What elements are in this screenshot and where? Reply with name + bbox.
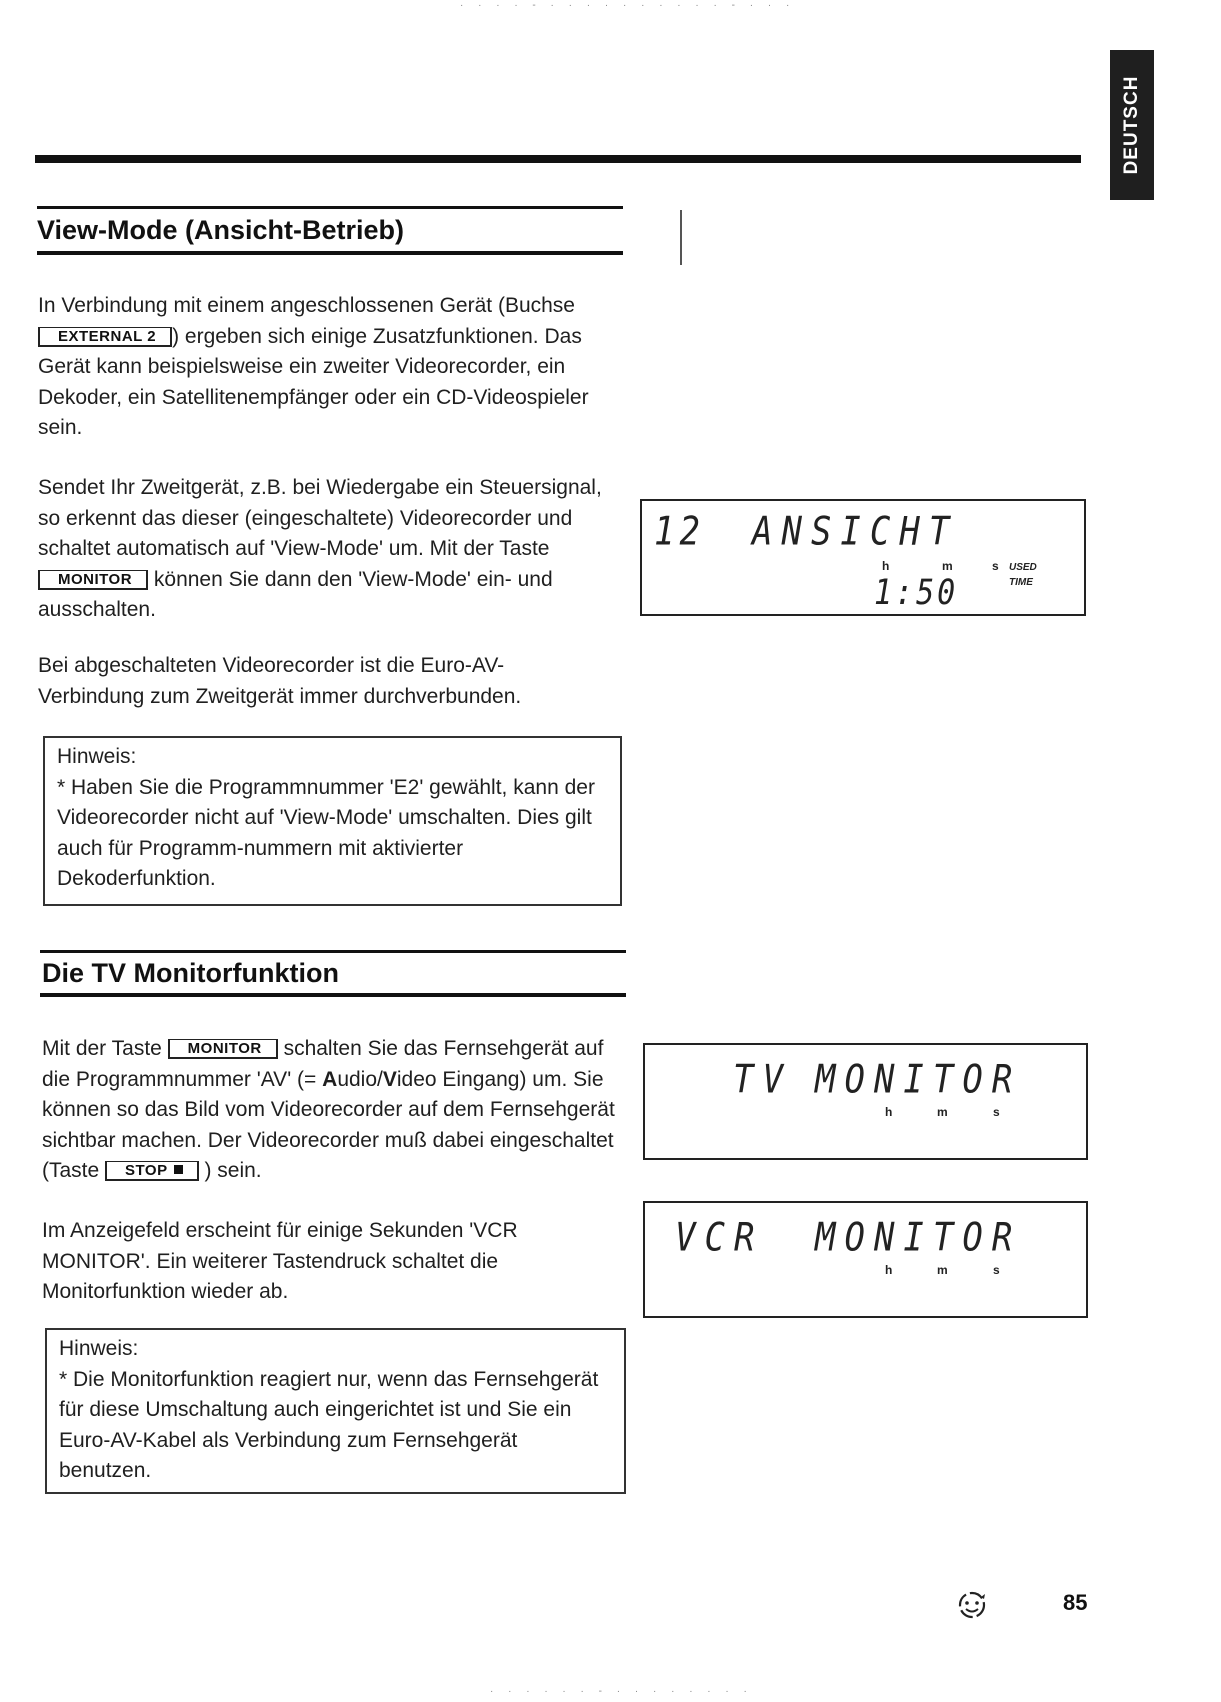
section1-paragraph-3: Bei abgeschalteten Videorecorder ist die Euro-AV-Verbindung zum Zweitgerät immer durchverbunden. xyxy=(38,654,522,708)
recycling-logo-icon xyxy=(955,1588,989,1622)
lcd-left-text: VCR xyxy=(675,1215,764,1261)
lcd-text: ANSICHT xyxy=(752,509,959,555)
section2-note-box xyxy=(45,1328,626,1494)
lcd-time: 1:50 xyxy=(874,573,959,614)
section2-paragraph-1: Mit der Taste MONITOR schalten Sie das Fernsehgerät auf die Programmnummer 'AV' (= Audio/Video Eingang) um. Sie können so das Bild vom Videorecorder auf dem Fernsehgerät sichtbar machen. Der Videorecorder muß dabei eingeschaltet (Taste STOP ) sein. xyxy=(42,1037,615,1182)
lcd-hms-labels: h m s xyxy=(885,1105,1000,1119)
lcd-hms-labels: h m s xyxy=(882,559,999,573)
language-tab-label: DEUTSCH xyxy=(1121,75,1142,175)
lcd-left-text: TV xyxy=(733,1057,792,1103)
lcd-display-ansicht xyxy=(640,499,1086,616)
scan-mark-line xyxy=(680,210,682,265)
lcd-hms-labels: h m s xyxy=(885,1263,1000,1277)
section1-note-box xyxy=(43,736,622,906)
scan-artifact-bottom: · · · · · · - · · · · · · · · xyxy=(490,1686,753,1697)
note-text: * Die Monitorfunktion reagiert nur, wenn das Fernsehgerät für diese Umschaltung auch eingerichtet ist und Sie ein Euro-AV-Kabel als Verbindung zum Fernsehgerät benutzen. xyxy=(59,1367,599,1482)
section1-paragraph-2: Sendet Ihr Zweitgerät, z.B. bei Wiedergabe ein Steuersignal, so erkennt das dieser (eingeschaltete) Videorecorder und schaltet automatisch auf 'View-Mode' um. Mit der Taste MONITOR können Sie dann den 'View-Mode' ein- und ausschalten. xyxy=(38,476,602,621)
section1-top-rule xyxy=(37,206,623,209)
external-2-key: EXTERNAL 2 xyxy=(38,327,172,347)
lcd-display-vcr-monitor xyxy=(643,1201,1088,1318)
page-header-rule xyxy=(35,155,1081,163)
note-text: * Haben Sie die Programmnummer 'E2' gewählt, kann der Videorecorder nicht auf 'View-Mode' umschalten. Dies gilt auch für Programm-nummern mit aktivierter Dekoderfunktion. xyxy=(57,775,595,890)
section1-paragraph-1: In Verbindung mit einem angeschlossenen Gerät (Buchse EXTERNAL 2 ) ergeben sich einige Zusatzfunktionen. Das Gerät kann beispielsweise ein zweiter Videorecorder, ein Dekoder, ein Satellitenempfänger oder ein CD-Videospieler sein. xyxy=(38,294,589,439)
section2-bottom-rule xyxy=(40,993,626,997)
lcd-display-tv-monitor xyxy=(643,1043,1088,1160)
stop-square-icon xyxy=(174,1165,183,1174)
section2-paragraph-2: Im Anzeigefeld erscheint für einige Sekunden 'VCR MONITOR'. Ein weiterer Tastendruck schaltet die Monitorfunktion wieder ab. xyxy=(42,1219,518,1303)
lcd-right-text: MONITOR xyxy=(815,1057,1022,1103)
language-tab xyxy=(1110,50,1154,200)
note-heading: Hinweis: xyxy=(57,745,137,768)
lcd-program-number: 12 xyxy=(654,509,705,555)
section1-title: View-Mode (Ansicht-Betrieb) xyxy=(37,215,405,245)
lcd-right-text: MONITOR xyxy=(815,1215,1022,1261)
section1-bottom-rule xyxy=(37,251,623,255)
monitor-key: MONITOR xyxy=(38,570,148,590)
stop-key: STOP xyxy=(105,1161,199,1181)
page-number: 85 xyxy=(1063,1590,1088,1615)
lcd-used-time-label: USED TIME xyxy=(1009,562,1037,588)
note-heading: Hinweis: xyxy=(59,1337,139,1360)
monitor-key: MONITOR xyxy=(168,1039,278,1059)
section2-title: Die TV Monitorfunktion xyxy=(42,958,339,988)
section2-top-rule xyxy=(40,950,626,953)
scan-artifact-top: · · · · - · · · · · · · · · · - · · · xyxy=(460,0,796,11)
